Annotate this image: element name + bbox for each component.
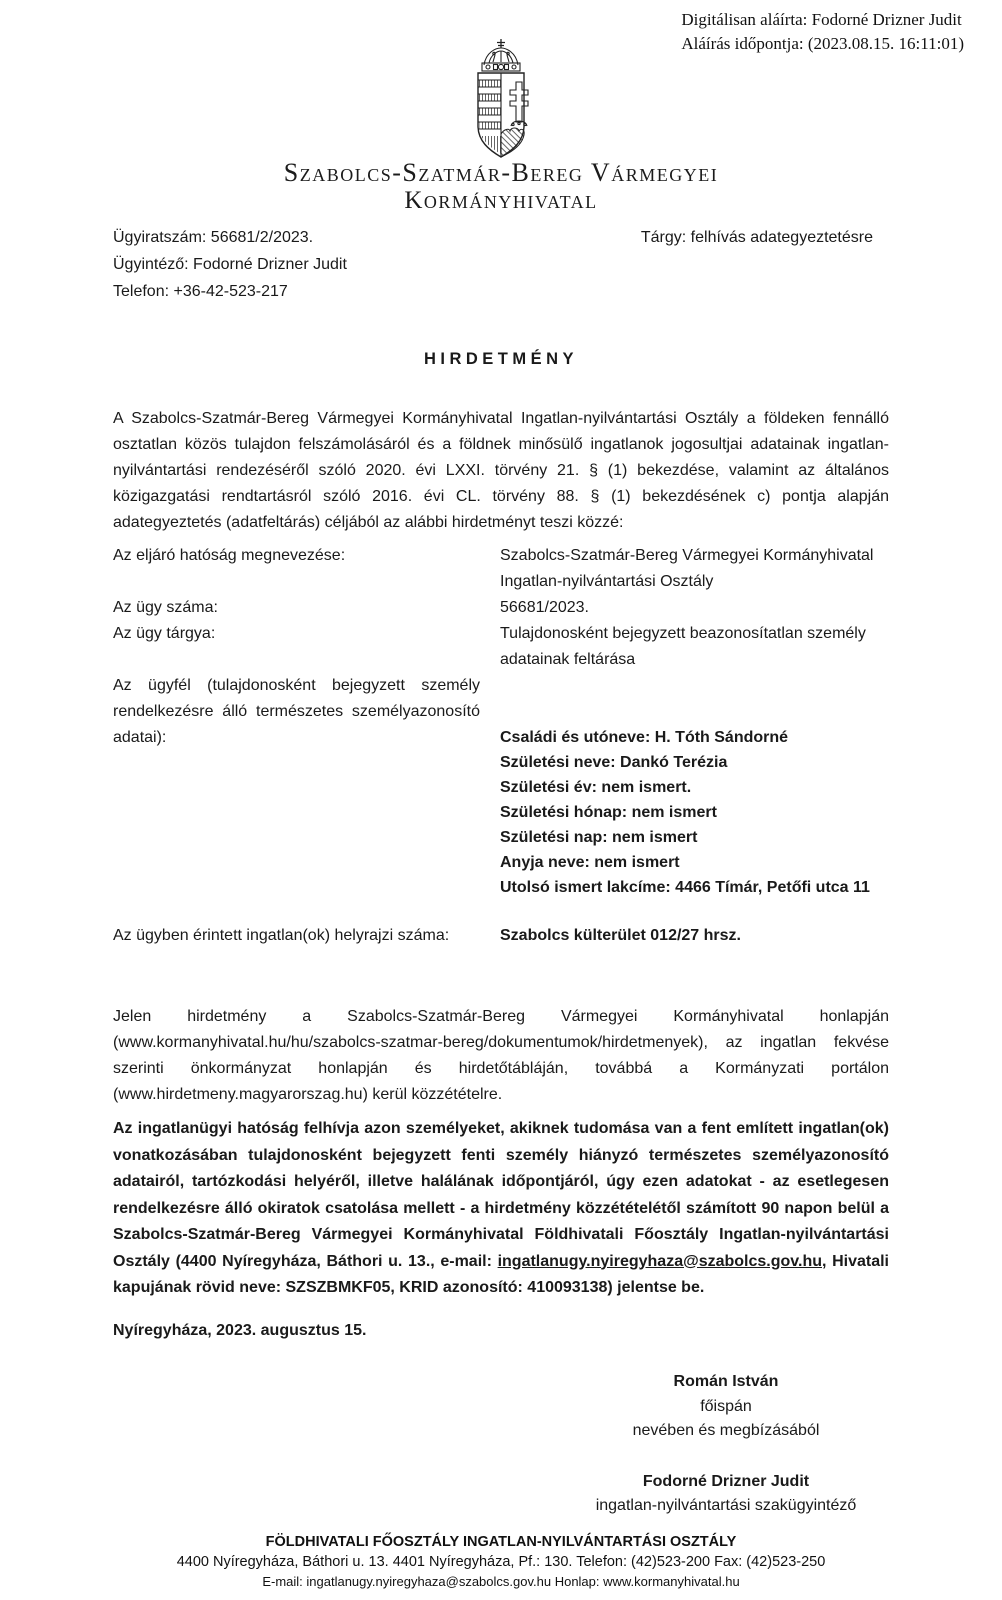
case-details xyxy=(113,543,889,949)
clerk-name: Ügyintéző: Fodorné Drizner Judit xyxy=(113,256,347,273)
footer-department: FÖLDHIVATALI FŐOSZTÁLY INGATLAN-NYILVÁNTARTÁSI OSZTÁLY xyxy=(265,1534,737,1550)
office-email-link: ingatlanugy.nyiregyhaza@szabolcs.gov.hu xyxy=(497,1252,822,1270)
client-birth-month: Születési hónap: nem ismert xyxy=(500,804,717,821)
header-emblem xyxy=(0,38,1002,165)
authority-value xyxy=(500,543,889,595)
signature-block xyxy=(558,1370,894,1519)
footer-address: 4400 Nyíregyháza, Báthori u. 13. 4401 Nyíregyháza, Pf.: 130. Telefon: (42)523-200 Fax: (42)523-250 xyxy=(176,1554,826,1570)
authority-value-line1: Szabolcs-Szatmár-Bereg Vármegyei Kormányhivatal xyxy=(500,547,874,564)
page-footer xyxy=(0,1532,1002,1591)
client-birth-day: Születési nap: nem ismert xyxy=(500,829,698,846)
publication-paragraph: Jelen hirdetmény a Szabolcs-Szatmár-Bereg Vármegyei Kormányhivatal honlapján (www.kormanyhivatal.hu/hu/szabolcs-szatmar-bereg/dokumentumok/hirdetmenyek), az ingatlan fekvése szerinti önkormányzat honlapján és hirdetőtábláján, továbbá a Kormányzati portálon (www.hirdetmeny.magyarorszag.hu) kerül közzétételre. xyxy=(113,1008,889,1103)
client-label: Az ügyfél (tulajdonosként bejegyzett személy rendelkezésre álló természetes személyazonosító adatai): xyxy=(113,677,480,746)
property-value: Szabolcs külterület 012/27 hrsz. xyxy=(500,927,741,944)
document-title: HIRDETMÉNY xyxy=(423,350,579,368)
property-label: Az ügyben érintett ingatlan(ok) helyrajzi száma: xyxy=(113,927,450,944)
client-birth-name: Születési neve: Dankó Terézia xyxy=(500,754,728,771)
signer-name-foispan: Román István xyxy=(673,1373,779,1390)
signer-title-foispan: főispán xyxy=(700,1397,752,1415)
call-paragraph xyxy=(113,1116,889,1302)
stamp-signer-line: Digitálisan aláírta: Fodorné Drizner Judit xyxy=(681,10,962,29)
authority-value-line2: Ingatlan-nyilvántartási Osztály xyxy=(500,573,714,590)
property-row xyxy=(113,923,889,949)
intro-paragraph: A Szabolcs-Szatmár-Bereg Vármegyei Kormányhivatal Ingatlan-nyilvántartási Osztály a földeken fennálló osztatlan közös tulajdon felszámolásáról és a földnek minősülő ingatlanok jogosultjai adatainak ingatlan-nyilvántartási rendezéséről szóló 2020. évi LXXI. törvény 21. § (1) bekezdése, valamint az általános közigazgatási rendtartásról szóló 2016. évi CL. törvény 88. § (1) bekezdésének c) pontja alapján adategyeztetés (adatfeltárás) céljából az alábbi hirdetményt teszi közzé: xyxy=(113,410,889,531)
footer-contact: E-mail: ingatlanugy.nyiregyhaza@szabolcs.gov.hu Honlap: www.kormanyhivatal.hu xyxy=(262,1574,740,1589)
signer-name-clerk: Fodorné Drizner Judit xyxy=(642,1472,810,1490)
call-paragraph-part1: Az ingatlanügyi hatóság felhívja azon személyeket, akiknek tudomása van a fent említett ingatlan(ok) vonatkozásában tulajdonosként bejegyzett fenti személy hiányzó természetes személyazonosító adatairól, tartózkodási helyéről, illetve halálának időpontjáról, úgy ezen adatokat - az esetlegesen rendelkezésre álló okiratok csatolása mellett - a hirdetmény közzétételétől számított 90 napon belül a Szabolcs-Szatmár-Bereg Vármegyei Kormányhivatal Földhivatali Főosztály Ingatlan-nyilvántartási Osztály (4400 Nyíregyháza, Báthori u. 13., e-mail: xyxy=(113,1120,889,1270)
date-line: Nyíregyháza, 2023. augusztus 15. xyxy=(113,1322,367,1339)
case-subject: Tárgy: felhívás adategyeztetésre xyxy=(640,229,873,246)
organization-name-line1: Szabolcs-Szatmár-Bereg Vármegyei xyxy=(283,158,719,187)
signer-title-clerk: ingatlan-nyilvántartási szakügyintéző xyxy=(595,1497,857,1514)
file-number: Ügyiratszám: 56681/2/2023. xyxy=(113,229,314,246)
signature-spacer xyxy=(558,1444,894,1470)
client-family-name: Családi és utóneve: H. Tóth Sándorné xyxy=(500,729,789,746)
client-row xyxy=(113,673,889,900)
on-behalf-line: nevében és megbízásából xyxy=(632,1422,820,1439)
client-data-list xyxy=(500,673,889,900)
case-number-value: 56681/2023. xyxy=(500,599,589,616)
client-birth-year: Születési év: nem ismert. xyxy=(500,779,692,796)
stamp-timestamp-line: Aláírás időpontja: (2023.08.15. 16:11:01) xyxy=(681,34,964,53)
call-paragraph-part2: , Hivatali kapujának rövid neve: SZSZBMKF05, KRID azonosító: 410093138) jelentse be. xyxy=(113,1252,889,1296)
case-subject-label: Az ügy tárgya: xyxy=(113,625,216,642)
case-subject-row xyxy=(113,621,889,673)
client-mother-name: Anyja neve: nem ismert xyxy=(500,854,680,871)
phone-number: Telefon: +36-42-523-217 xyxy=(113,283,288,300)
case-subject-value: Tulajdonosként bejegyzett beazonosítatlan személy adatainak feltárása xyxy=(500,625,866,668)
client-last-address: Utolsó ismert lakcíme: 4466 Tímár, Petőfi utca 11 xyxy=(500,879,870,896)
organization-name-line2: Kormányhivatal xyxy=(404,187,598,214)
authority-label: Az eljáró hatóság megnevezése: xyxy=(113,547,346,564)
case-number-row xyxy=(113,595,889,621)
authority-row xyxy=(113,543,889,595)
case-info-block xyxy=(113,224,889,305)
hungary-coat-of-arms-icon xyxy=(451,38,551,160)
organization-name xyxy=(0,158,1002,215)
case-number-label: Az ügy száma: xyxy=(113,599,218,616)
